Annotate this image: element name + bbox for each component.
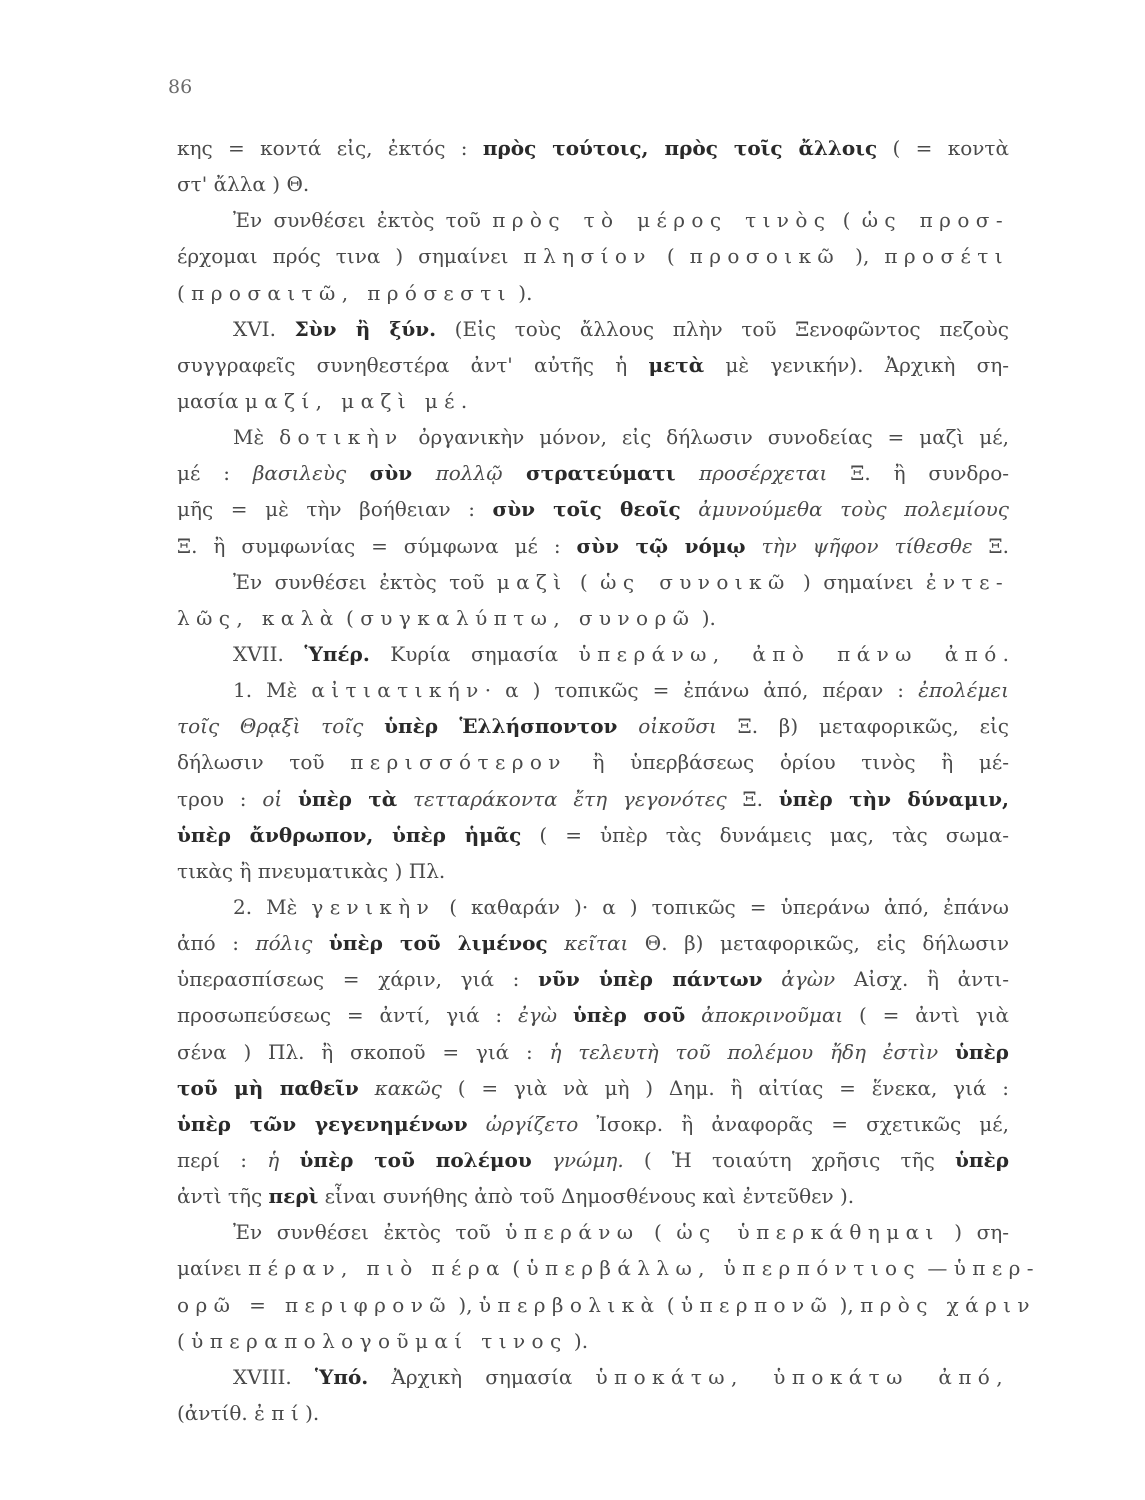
text-line: τοῖς Θρᾳξὶ τοῖς ὑπὲρ Ἑλλήσποντον οἰκοῦσι Ξ. β) μεταφορικῶς, εἰς (177, 714, 1010, 739)
text-line: Ἐν συνθέσει ἐκτὸς τοῦ ὑπεράνω ( ὡς ὑπερκάθημαι ) ση- (233, 1220, 1009, 1245)
text-line: μῆς = μὲ τὴν βοήθειαν : σὺν τοῖς θεοῖς ἀμυνούμεθα τοὺς πολεμίους (177, 497, 1009, 522)
text-line: μασία μαζί, μαζὶ μέ. (177, 388, 468, 413)
text-line: ( ὑπεραπολογοῦμαί τινος ). (177, 1328, 589, 1353)
text-line: Ἐν συνθέσει ἐκτὸς τοῦ μαζὶ ( ὡς συνοικῶ ) σημαίνει ἐντε- (233, 569, 1009, 594)
text-line: ὑπερασπίσεως = χάριν, γιά : νῦν ὑπὲρ πάντων ἀγὼν Αἰσχ. ἢ ἀντι- (177, 967, 1009, 992)
text-line: τρου : οἱ ὑπὲρ τὰ τετταράκοντα ἔτη γεγονότες Ξ. ὑπὲρ τὴν δύναμιν, (177, 786, 1009, 811)
text-line: μέ : βασιλεὺς σὺν πολλῷ στρατεύματι προσέρχεται Ξ. ἢ συνδρο- (177, 461, 1009, 486)
text-line: περί : ἡ ὑπὲρ τοῦ πολέμου γνώμη. ( Ἡ τοιαύτη χρῆσις τῆς ὑπὲρ (177, 1147, 1009, 1172)
text-line: στ' ἄλλα ) Θ. (177, 172, 310, 197)
text-line: ( προσαιτῶ, πρόσεστι ). (177, 280, 533, 305)
section-heading-xvii: XVII. Ὑπέρ. Κυρία σημασία ὑπεράνω, ἀπὸ πάνω ἀπό. (233, 641, 1009, 666)
text-line: 1. Μὲ αἰτιατικήν· α ) τοπικῶς = ἐπάνω ἀπό, πέραν : ἐπολέμει (233, 678, 1009, 703)
text-line: μαίνει πέραν, πιὸ πέρα ( ὑπερβάλλω, ὑπερπόντιος — ὑπερ- (177, 1256, 1040, 1281)
text-line: ἀπό : πόλις ὑπὲρ τοῦ λιμένος κεῖται Θ. β) μεταφορικῶς, εἰς δήλωσιν (177, 931, 1009, 956)
text-line: κης = κοντά εἰς, ἐκτός : πρὸς τούτοις, πρὸς τοῖς ἄλλοις ( = κοντὰ (177, 136, 1009, 160)
text-line: 2. Μὲ γενικὴν ( καθαράν )· α ) τοπικῶς = ὑπεράνω ἀπό, ἐπάνω (233, 894, 1009, 919)
text-line: έρχομαι πρός τινα ) σημαίνει πλησίον ( προσοικῶ ), προσέτι (177, 244, 1010, 269)
text-line: Ἐν συνθέσει ἐκτὸς τοῦ πρὸς τὸ μέρος τινὸς ( ὡς προσ- (233, 208, 1009, 233)
text-line: δήλωσιν τοῦ περισσότερον ἢ ὑπερβάσεως ὁρίου τινὸς ἢ μέ- (177, 750, 1010, 775)
text-line: (ἀντίθ. ἐπί). (177, 1400, 320, 1425)
text-line: τικὰς ἢ πνευματικὰς ) Πλ. (177, 858, 446, 883)
text-line: σένα ) Πλ. ἢ σκοποῦ = γιά : ἡ τελευτὴ τοῦ πολέμου ἤδη ἐστὶν ὑπὲρ (177, 1039, 1009, 1064)
text-line: ἀντὶ τῆς περὶ εἶναι συνήθης ἀπὸ τοῦ Δημοσθένους καὶ ἐντεῦθεν ). (177, 1184, 855, 1209)
text-line: Μὲ δοτικὴν ὀργανικὴν μόνον, εἰς δήλωσιν συνοδείας = μαζὶ μέ, (233, 425, 1009, 450)
text-line: προσωπεύσεως = ἀντί, γιά : ἐγὼ ὑπὲρ σοῦ ἀποκρινοῦμαι ( = ἀντὶ γιὰ (177, 1003, 1009, 1028)
page-number: 86 (168, 76, 193, 98)
text-line: ορῶ = περιφρονῶ ), ὑπερβολικὰ ( ὑπερπονῶ ), πρὸς χάριν (177, 1292, 1036, 1317)
text-line: ὑπὲρ ἄνθρωπον, ὑπὲρ ἡμᾶς ( = ὑπὲρ τὰς δυνάμεις μας, τὰς σωμα- (177, 822, 1009, 847)
document-body (177, 130, 1040, 1431)
text-line: Ξ. ἢ συμφωνίας = σύμφωνα μέ : σὺν τῷ νόμῳ τὴν ψῆφον τίθεσθε Ξ. (177, 533, 1009, 558)
section-heading-xviii: XVIII. Ὑπό. Ἀρχικὴ σημασία ὑποκάτω, ὑποκάτω ἀπό, (233, 1364, 1010, 1389)
text-line: τοῦ μὴ παθεῖν κακῶς ( = γιὰ νὰ μὴ ) Δημ. ἢ αἰτίας = ἕνεκα, γιά : (177, 1075, 1009, 1100)
text-line: συγγραφεῖς συνηθεστέρα ἀντ' αὐτῆς ἡ μετὰ μὲ γενικήν). Ἀρχικὴ ση- (177, 352, 1010, 377)
text-line: ὑπὲρ τῶν γεγενημένων ὠργίζετο Ἰσοκρ. ἢ ἀναφορᾶς = σχετικῶς μέ, (177, 1111, 1010, 1136)
section-heading-xvi: XVI. Σὺν ἢ ξύν. (Εἰς τοὺς ἄλλους πλὴν τοῦ Ξενοφῶντος πεζοὺς (233, 316, 1009, 341)
text-line: λῶς, καλὰ ( συγκαλύπτω, συνορῶ ). (177, 605, 716, 630)
